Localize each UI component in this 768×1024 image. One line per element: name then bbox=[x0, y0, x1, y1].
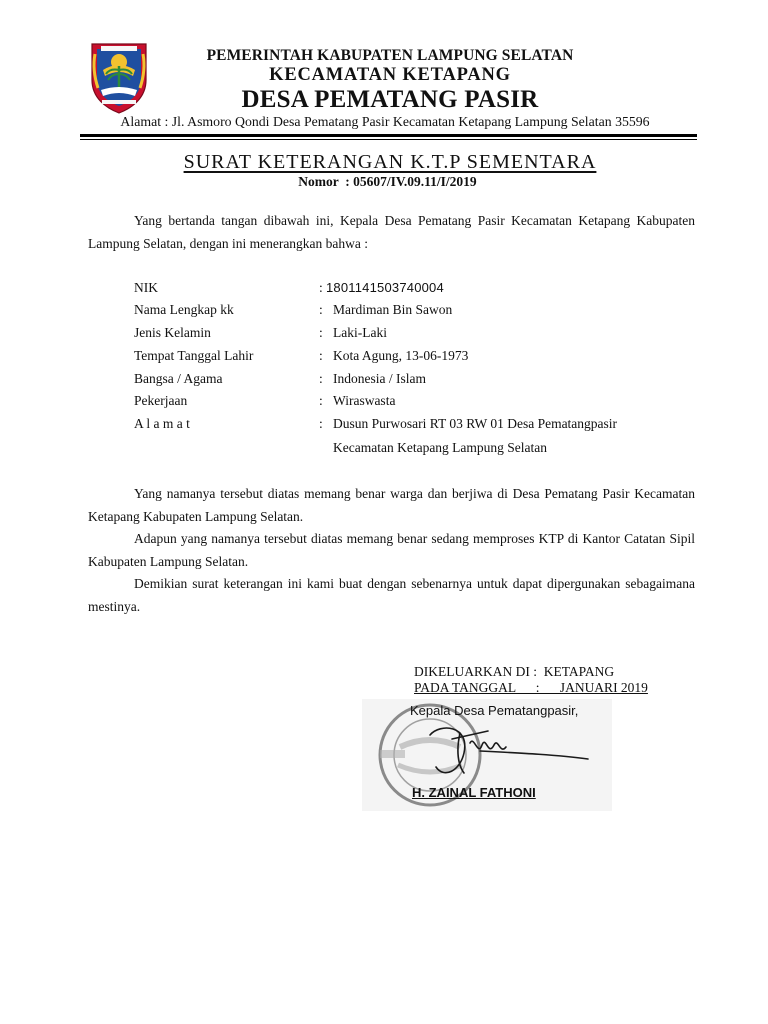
field-label-birth: Tempat Tanggal Lahir bbox=[134, 348, 254, 363]
letterhead-divider-thick bbox=[80, 134, 697, 137]
letterhead-divider-thin bbox=[80, 139, 697, 140]
field-colon: : bbox=[319, 280, 323, 295]
intro-text: Yang bertanda tangan dibawah ini, Kepala Desa Pematang Pasir Kecamatan Ketapang Kabupaten Lampung Selatan, dengan ini menerangkan bahwa : bbox=[88, 213, 695, 251]
letterhead-district: KECAMATAN KETAPANG bbox=[269, 65, 511, 85]
issued-place: DIKELUARKAN DI : KETAPANG bbox=[414, 664, 615, 679]
process-paragraph bbox=[88, 527, 695, 573]
document-title: SURAT KETERANGAN K.T.P SEMENTARA bbox=[183, 151, 597, 173]
field-value-occupation: Wiraswasta bbox=[333, 393, 396, 408]
regency-emblem-icon bbox=[86, 40, 152, 114]
field-label-name: Nama Lengkap kk bbox=[134, 302, 234, 317]
field-value-address-line2: Kecamatan Ketapang Lampung Selatan bbox=[333, 440, 548, 455]
field-label-nationality-religion: Bangsa / Agama bbox=[134, 371, 223, 386]
process-text: Adapun yang namanya tersebut diatas memang benar sedang memproses KTP di Kantor Catatan Sipil Kabupaten Lampung Selatan. bbox=[88, 531, 695, 569]
letterhead-address: Alamat : Jl. Asmoro Qondi Desa Pematang Pasir Kecamatan Ketapang Lampung Selatan 35596 bbox=[120, 114, 650, 129]
signer-name: H. ZAINAL FATHONI bbox=[412, 785, 536, 800]
field-colon: : bbox=[319, 325, 323, 340]
closing-text: Demikian surat keterangan ini kami buat dengan sebenarnya untuk dapat dipergunakan sebagaimana mestinya. bbox=[88, 576, 695, 614]
field-label-address: A l a m a t bbox=[134, 416, 190, 431]
document-number: Nomor : 05607/IV.09.11/I/2019 bbox=[298, 174, 477, 189]
closing-paragraph bbox=[88, 572, 695, 618]
field-value-birth: Kota Agung, 13-06-1973 bbox=[333, 348, 469, 363]
statement-paragraph bbox=[88, 482, 695, 528]
field-colon: : bbox=[319, 371, 323, 386]
signer-role: Kepala Desa Pematangpasir, bbox=[410, 703, 579, 718]
field-value-address: Dusun Purwosari RT 03 RW 01 Desa Pematangpasir bbox=[333, 416, 618, 431]
statement-text: Yang namanya tersebut diatas memang benar warga dan berjiwa di Desa Pematang Pasir Kecamatan Ketapang Kabupaten Lampung Selatan. bbox=[88, 486, 695, 524]
field-value-gender: Laki-Laki bbox=[333, 325, 387, 340]
issued-date: PADA TANGGAL : JANUARI 2019 bbox=[414, 680, 648, 695]
letterhead-village: DESA PEMATANG PASIR bbox=[241, 86, 539, 113]
letterhead-government: PEMERINTAH KABUPATEN LAMPUNG SELATAN bbox=[206, 47, 574, 64]
field-label-gender: Jenis Kelamin bbox=[134, 325, 211, 340]
intro-paragraph bbox=[88, 209, 695, 255]
field-label-nik: NIK bbox=[134, 280, 158, 295]
field-label-occupation: Pekerjaan bbox=[134, 393, 188, 408]
field-value-name: Mardiman Bin Sawon bbox=[333, 302, 453, 317]
field-value-nik: 1801141503740004 bbox=[326, 280, 444, 295]
field-colon: : bbox=[319, 302, 323, 317]
field-colon: : bbox=[319, 416, 323, 431]
field-colon: : bbox=[319, 393, 323, 408]
field-value-nationality-religion: Indonesia / Islam bbox=[333, 371, 426, 386]
field-colon: : bbox=[319, 348, 323, 363]
